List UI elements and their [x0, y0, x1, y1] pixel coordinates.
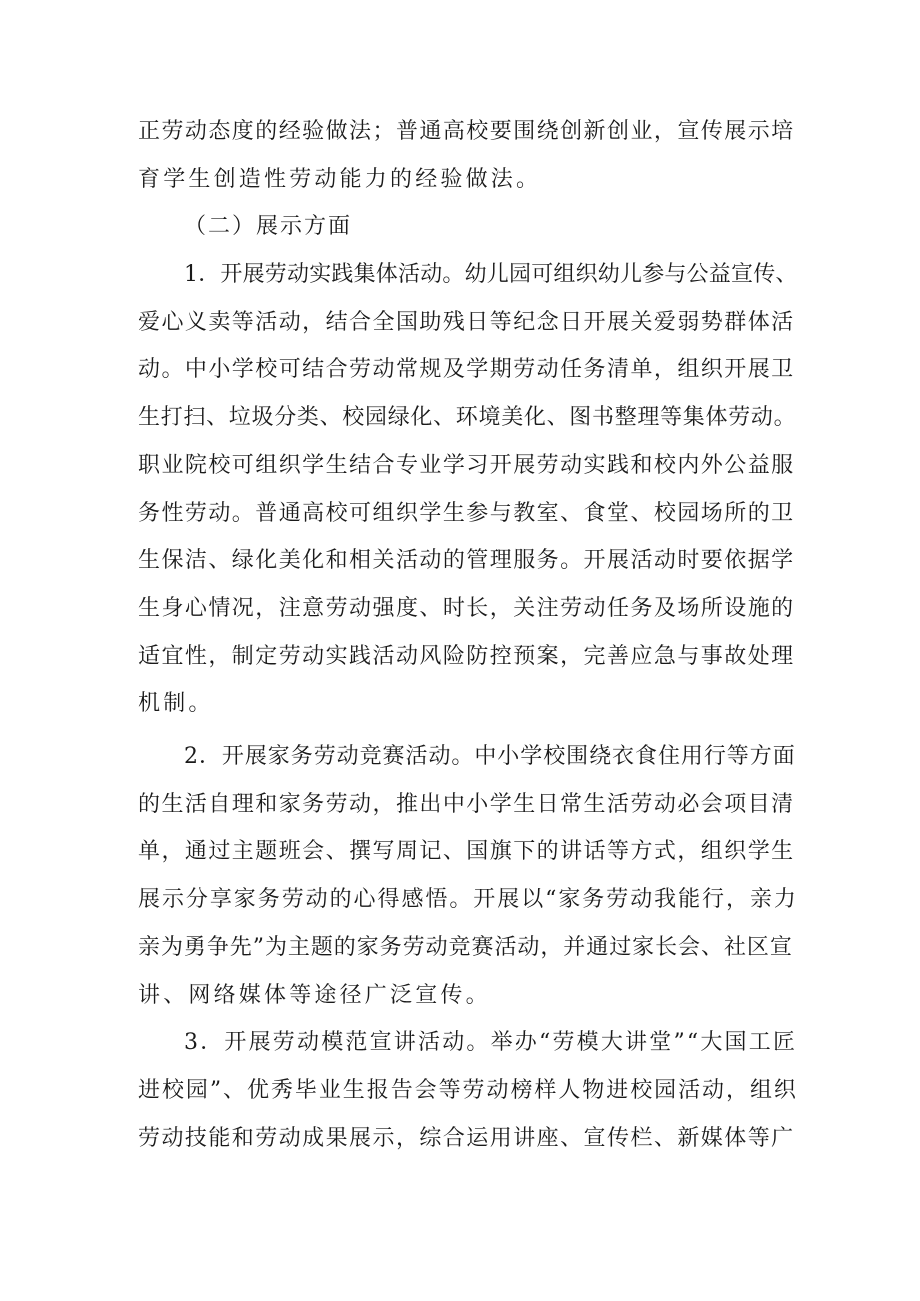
- text-line: 亲为勇争先”为主题的家务劳动竞赛活动，并通过家长会、社区宣: [138, 935, 793, 960]
- paragraph-first-line: 3．开展劳动模范宣讲活动。举办“劳模大讲堂”“大国工匠: [184, 1030, 798, 1055]
- text-line: 生保洁、绿化美化和相关活动的管理服务。开展活动时要依据学: [138, 548, 795, 573]
- text-line: 劳动技能和劳动成果展示，综合运用讲座、宣传栏、新媒体等广: [138, 1126, 795, 1151]
- text-line: 适宜性，制定劳动实践活动风险防控预案，完善应急与事故处理: [138, 644, 795, 669]
- text-line: 务性劳动。普通高校可组织学生参与教室、食堂、校园场所的卫: [138, 501, 795, 526]
- text-line: 机制。: [138, 691, 214, 716]
- paragraph-first-line: 2．开展家务劳动竞赛活动。中小学校围绕衣食住用行等方面: [184, 744, 796, 769]
- text-line: 育学生创造性劳动能力的经验做法。: [138, 167, 542, 192]
- text-line: 动。中小学校可结合劳动常规及学期劳动任务清单，组织开展卫: [138, 357, 795, 382]
- paragraph-first-line: 1．开展劳动实践集体活动。幼儿园可组织幼儿参与公益宣传、: [184, 262, 798, 287]
- text-line: 进校园”、优秀毕业生报告会等劳动榜样人物进校园活动，组织: [138, 1078, 798, 1103]
- text-line: 的生活自理和家务劳动，推出中小学生日常生活劳动必会项目清: [138, 792, 795, 817]
- text-line: 生身心情况，注意劳动强度、时长，关注劳动任务及场所设施的: [138, 596, 795, 621]
- text-line: 生打扫、垃圾分类、校园绿化、环境美化、图书整理等集体劳动。: [138, 405, 797, 430]
- section-heading: （二）展示方面: [184, 214, 353, 239]
- text-line: 讲、网络媒体等途径广泛宣传。: [138, 983, 491, 1008]
- text-line: 单，通过主题班会、撰写周记、国旗下的讲话等方式，组织学生: [138, 839, 795, 864]
- text-line: 职业院校可组织学生结合专业学习开展劳动实践和校内外公益服: [138, 453, 795, 478]
- text-line: 爱心义卖等活动，结合全国助残日等纪念日开展关爱弱势群体活: [138, 310, 795, 335]
- text-line: 展示分享家务劳动的心得感悟。开展以“家务劳动我能行，亲力: [138, 887, 798, 912]
- text-line: 正劳动态度的经验做法；普通高校要围绕创新创业，宣传展示培: [138, 119, 795, 144]
